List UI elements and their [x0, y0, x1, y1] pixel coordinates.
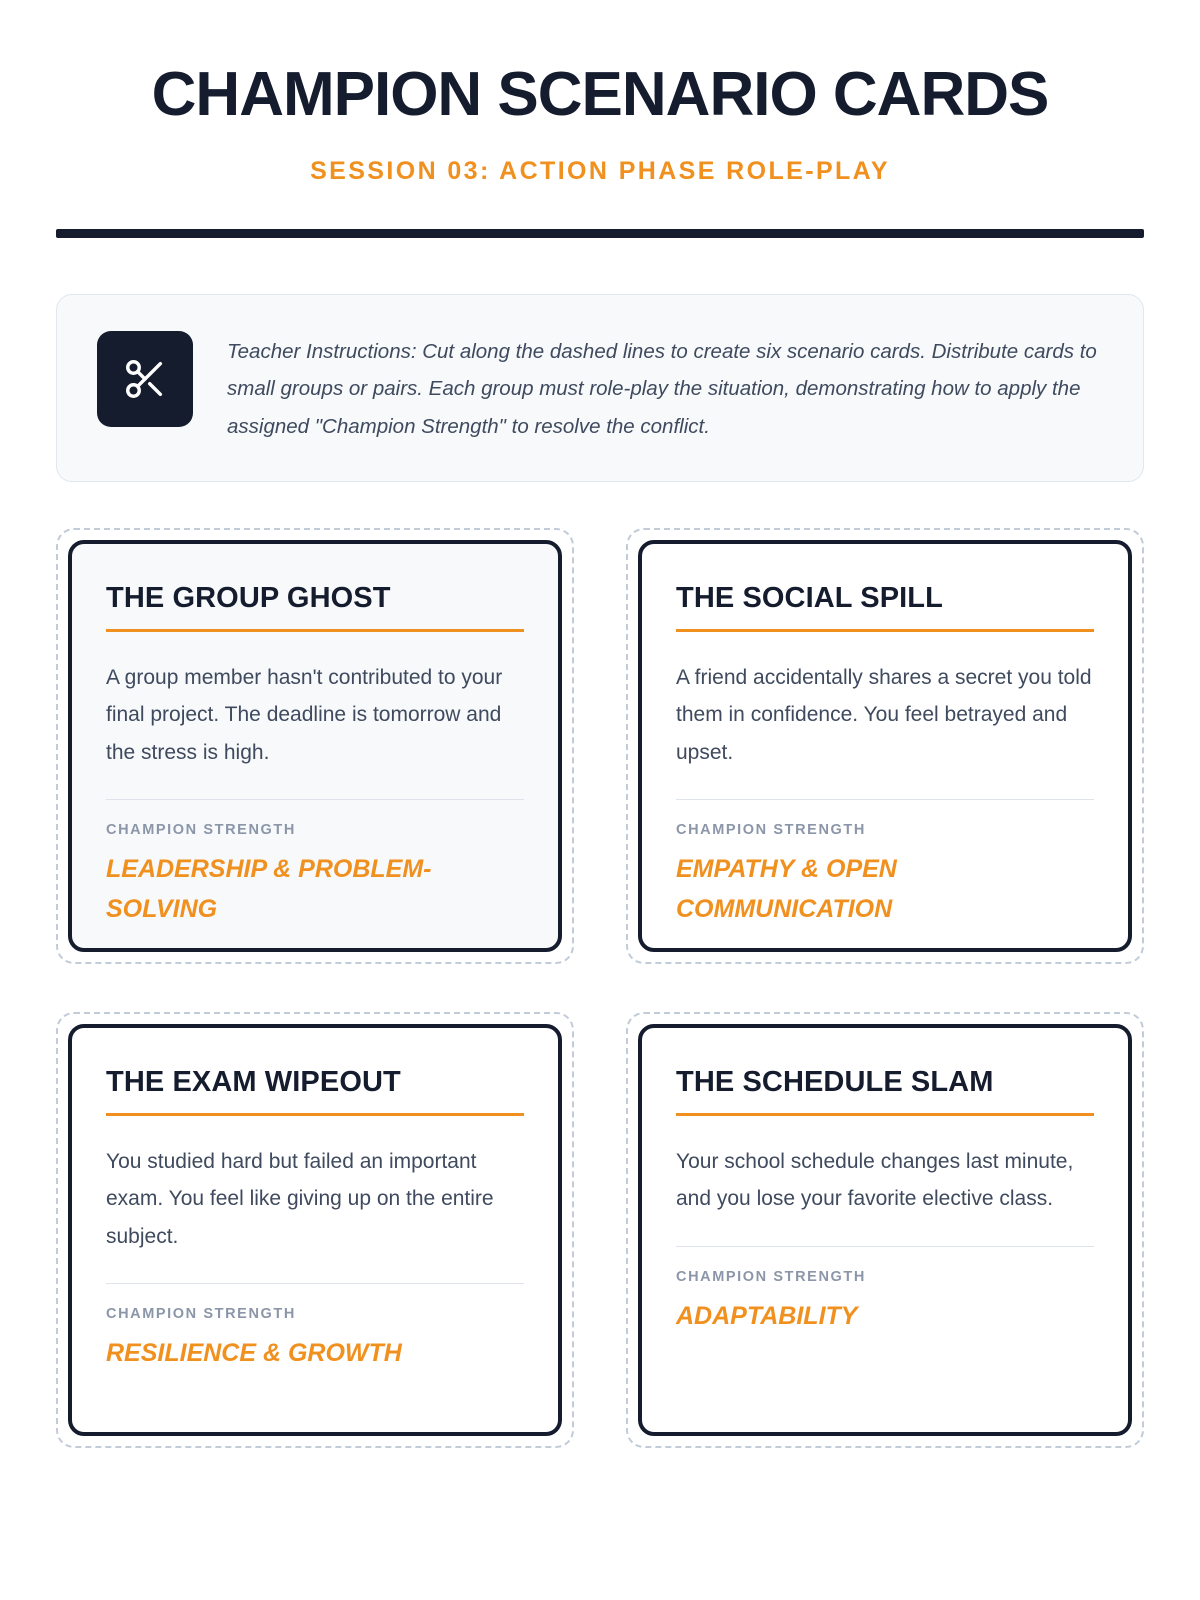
strength-label: CHAMPION STRENGTH: [106, 1305, 296, 1322]
card-title-underline: [676, 629, 1094, 632]
scissors-icon: [97, 331, 193, 427]
card-body: A friend accidentally shares a secret you told them in confidence. You feel betrayed and upset.: [676, 665, 1092, 764]
strength-label: CHAMPION STRENGTH: [106, 821, 296, 838]
scenario-cards-grid: [56, 528, 1144, 1448]
strength-value: RESILIENCE & GROWTH: [106, 1338, 402, 1367]
teacher-instructions-panel: [56, 294, 1144, 482]
card-body: You studied hard but failed an important exam. You feel like giving up on the entire subject.: [106, 1149, 494, 1248]
card-divider: [676, 1246, 1094, 1247]
page-subtitle: SESSION 03: ACTION PHASE ROLE-PLAY: [310, 156, 890, 185]
scenario-card: [68, 1024, 562, 1436]
card-body: A group member hasn't contributed to your final project. The deadline is tomorrow and the stress is high.: [106, 665, 503, 764]
card-divider: [106, 1283, 524, 1284]
card-title: THE SOCIAL SPILL: [676, 581, 943, 614]
card-divider: [676, 799, 1094, 800]
scenario-card: [638, 540, 1132, 952]
card-title: THE GROUP GHOST: [106, 581, 391, 614]
cut-guide: [626, 528, 1144, 964]
page-title: CHAMPION SCENARIO CARDS: [151, 60, 1049, 129]
card-title: THE SCHEDULE SLAM: [676, 1065, 994, 1098]
instructions-text: Teacher Instructions: Cut along the dashed lines to create six scenario cards. Distribute cards to small groups or pairs. Each group must role-play the situation, demonstrating how to apply the assigned "Champion Strength" to resolve the conflict.: [227, 339, 1097, 438]
cut-guide: [626, 1012, 1144, 1448]
card-title-underline: [676, 1113, 1094, 1116]
strength-value: EMPATHY & OPEN COMMUNICATION: [676, 854, 897, 924]
card-body: Your school schedule changes last minute, and you lose your favorite elective class.: [676, 1149, 1074, 1211]
strength-value: ADAPTABILITY: [676, 1301, 858, 1330]
strength-value: LEADERSHIP & PROBLEM-SOLVING: [106, 854, 432, 924]
scenario-card: [68, 540, 562, 952]
strength-label: CHAMPION STRENGTH: [676, 821, 866, 838]
card-title-underline: [106, 1113, 524, 1116]
strength-label: CHAMPION STRENGTH: [676, 1268, 866, 1285]
card-title: THE EXAM WIPEOUT: [106, 1065, 401, 1098]
cut-guide: [56, 1012, 574, 1448]
card-title-underline: [106, 629, 524, 632]
scenario-card: [638, 1024, 1132, 1436]
header-divider: [56, 229, 1144, 238]
cut-guide: [56, 528, 574, 964]
card-divider: [106, 799, 524, 800]
